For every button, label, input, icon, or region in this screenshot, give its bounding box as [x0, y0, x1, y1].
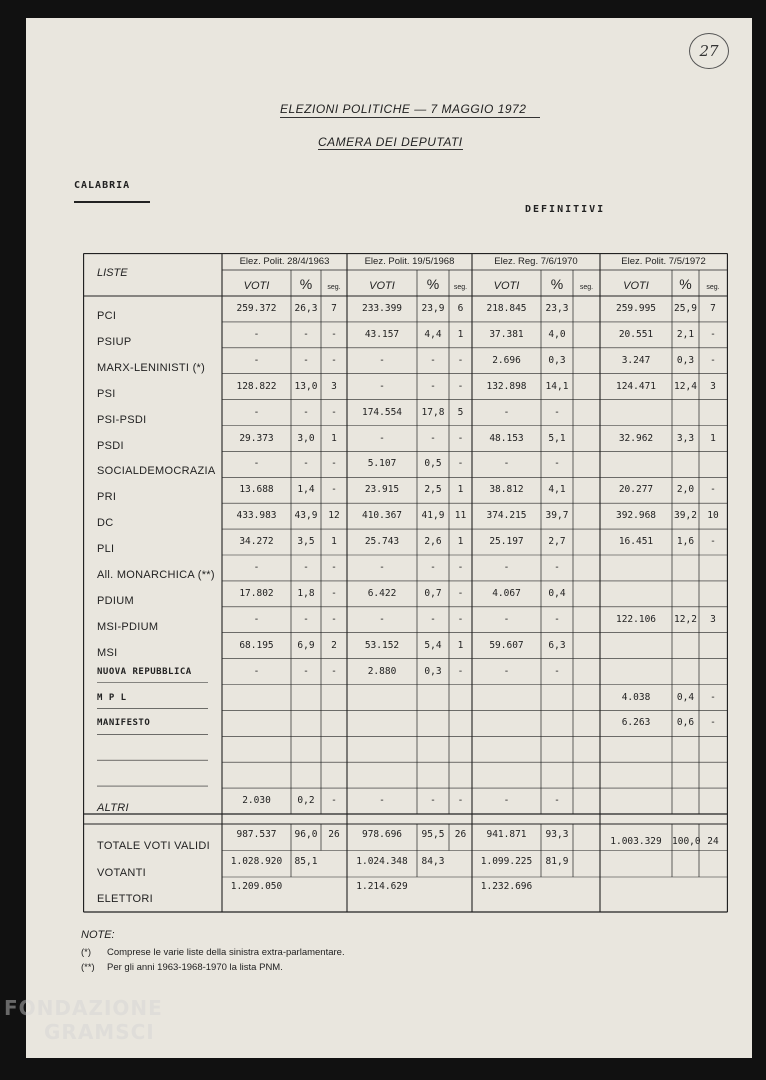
row-label: All. MONARCHICA (**)	[97, 569, 215, 581]
pct-cell: -	[554, 458, 560, 470]
pct-cell: 26,3	[294, 303, 318, 314]
voti-cell: 174.554	[361, 406, 403, 418]
seg-cell: -	[331, 328, 337, 340]
votanti-cell: 1.099.225	[480, 855, 533, 867]
voti-cell: 5.107	[367, 458, 397, 470]
election-header: Elez. Polit. 28/4/1963	[239, 256, 330, 267]
pct-cell: 23,9	[421, 303, 445, 314]
pct-cell: 2,5	[424, 484, 442, 496]
pct-header: %	[299, 276, 313, 292]
row-label: PLI	[97, 543, 115, 556]
seg-cell: 1	[331, 536, 337, 548]
pct-cell: 17,8	[421, 406, 445, 418]
totale-pct-cell: 95,5	[421, 829, 445, 840]
voti-header: VOTI	[493, 280, 520, 292]
voti-cell: 132.898	[486, 380, 527, 392]
seg-cell: 7	[331, 303, 337, 314]
voti-cell: -	[503, 406, 510, 418]
pct-cell: 25,9	[674, 303, 697, 314]
seg-cell: -	[331, 613, 337, 625]
pct-cell: -	[430, 354, 436, 366]
votanti-pct-cell: 81,9	[545, 855, 569, 867]
voti-cell: -	[379, 432, 385, 444]
pct-cell: 3,0	[297, 432, 315, 444]
pct-cell: 43,9	[294, 510, 318, 522]
row-label: PSIUP	[97, 335, 132, 348]
pct-cell: 2,7	[548, 536, 566, 548]
seg-cell: -	[331, 795, 337, 807]
voti-cell: -	[503, 795, 510, 807]
voti-cell: -	[503, 458, 510, 470]
voti-cell: 128.822	[236, 380, 277, 392]
totale-pct-cell: 93,3	[545, 829, 569, 840]
notes-title: NOTE:	[81, 929, 115, 941]
voti-header: VOTI	[369, 280, 395, 292]
voti-cell: -	[253, 328, 260, 340]
pct-header: %	[426, 276, 440, 292]
votanti-cell: 1.024.348	[356, 855, 408, 867]
elettori-cell: 1.209.050	[230, 881, 283, 892]
seg-cell: -	[457, 432, 464, 444]
pct-cell: 2,6	[424, 536, 442, 548]
voti-cell: 218.845	[486, 303, 527, 314]
pct-cell: 0,7	[424, 587, 442, 599]
row-label: MARX-LENINISTI (*)	[97, 361, 206, 374]
voti-cell: 68.195	[239, 639, 274, 651]
pct-cell: 3,3	[676, 432, 695, 444]
seg-cell: 7	[710, 303, 716, 314]
votanti-cell: 1.028.920	[230, 855, 283, 867]
seg-cell: -	[710, 536, 716, 548]
seg-cell: 6	[457, 303, 464, 314]
pct-cell: -	[554, 795, 560, 807]
seg-header: seg.	[579, 284, 594, 291]
voti-cell: -	[253, 613, 260, 625]
row-label: PSDI	[97, 439, 124, 452]
pct-cell: 39,7	[545, 510, 569, 522]
row-label: PSI	[97, 387, 116, 400]
seg-cell: 3	[710, 613, 716, 625]
row-label: SOCIALDEMOCRAZIA	[97, 465, 216, 478]
voti-cell: 25.743	[364, 536, 400, 548]
voti-cell: 259.995	[615, 303, 657, 314]
document-subtitle: CAMERA DEI DEPUTATI	[318, 135, 463, 149]
voti-cell: 23.915	[364, 484, 400, 496]
voti-header: VOTI	[623, 280, 649, 292]
voti-cell: 374.215	[486, 510, 527, 522]
voti-cell: 32.962	[618, 432, 654, 444]
voti-cell: 29.373	[239, 432, 274, 444]
seg-cell: 2	[331, 639, 337, 651]
row-label: MANIFESTO	[97, 718, 151, 729]
seg-cell: 1	[457, 536, 464, 548]
seg-cell: -	[457, 458, 464, 470]
pct-cell: 4,4	[424, 328, 442, 340]
voti-cell: 43.157	[364, 328, 400, 340]
seg-cell: -	[457, 795, 464, 807]
seg-cell: -	[331, 587, 337, 599]
election-header: Elez. Polit. 19/5/1968	[364, 256, 455, 267]
pct-cell: 3,5	[297, 536, 315, 548]
seg-cell: -	[710, 354, 716, 366]
pct-cell: 5,4	[424, 639, 442, 651]
elettori-cell: 1.214.629	[356, 881, 408, 892]
voti-cell: 13.688	[239, 484, 274, 496]
election-header: Elez. Polit. 7/5/1972	[621, 256, 706, 267]
seg-cell: 12	[328, 510, 340, 522]
pct-header: %	[550, 276, 564, 292]
voti-cell: 34.272	[239, 536, 274, 548]
voti-cell: 2.030	[242, 795, 271, 807]
watermark-line2: GRAMSCI	[44, 1020, 155, 1044]
results-table	[83, 253, 728, 913]
liste-header: LISTE	[97, 267, 128, 279]
voti-cell: 2.880	[367, 665, 397, 677]
seg-cell: -	[710, 691, 716, 703]
voti-cell: -	[253, 406, 260, 418]
voti-cell: 233.399	[361, 303, 403, 314]
pct-cell: -	[303, 458, 309, 470]
pct-cell: 6,3	[548, 639, 566, 651]
row-label: NUOVA REPUBBLICA	[97, 666, 192, 677]
pct-cell: 39,2	[674, 510, 697, 522]
voti-cell: 410.367	[361, 510, 403, 522]
row-label: PRI	[97, 491, 117, 504]
voti-cell: 433.983	[236, 510, 277, 522]
pct-cell: 4,0	[548, 328, 566, 340]
voti-cell: -	[379, 380, 385, 392]
pct-cell: -	[430, 380, 436, 392]
voti-header: VOTI	[243, 280, 270, 292]
pct-cell: -	[303, 613, 309, 625]
seg-cell: -	[710, 328, 716, 340]
voti-cell: 392.968	[615, 510, 657, 522]
voti-cell: 6.263	[621, 717, 651, 729]
row-label: PSI-PSDI	[97, 413, 147, 426]
pct-cell: 5,1	[548, 432, 566, 444]
seg-cell: -	[457, 562, 464, 573]
pct-cell: -	[303, 562, 309, 573]
pct-cell: -	[430, 795, 436, 807]
pct-cell: 12,4	[674, 380, 697, 392]
seg-cell: -	[457, 380, 464, 392]
voti-cell: 259.372	[236, 303, 277, 314]
pct-cell: 13,0	[294, 380, 318, 392]
pct-cell: 0,5	[424, 458, 442, 470]
totals-label: TOTALE VOTI VALIDI	[97, 840, 210, 852]
totale-pct-cell: 100,0	[672, 836, 701, 847]
pct-cell: 12,2	[674, 613, 697, 625]
row-label: PDIUM	[97, 594, 134, 607]
voti-cell: -	[503, 665, 510, 677]
voti-cell: 20.277	[618, 484, 654, 496]
voti-cell: 2.696	[492, 354, 521, 366]
voti-cell: 3.247	[621, 354, 651, 366]
pct-cell: -	[303, 406, 309, 418]
voti-cell: 4.038	[621, 691, 651, 703]
pct-cell: -	[303, 354, 309, 366]
seg-cell: -	[710, 717, 716, 729]
seg-cell: 10	[707, 510, 719, 522]
seg-cell: -	[710, 484, 716, 496]
voti-cell: 122.106	[615, 613, 657, 625]
note-item	[81, 962, 283, 973]
seg-cell: -	[331, 665, 337, 677]
pct-cell: 0,3	[548, 354, 566, 366]
seg-header: seg.	[453, 284, 468, 291]
document-title: ELEZIONI POLITICHE — 7 MAGGIO 1972	[280, 102, 540, 118]
pct-cell: -	[430, 432, 436, 444]
pct-cell: 1,6	[676, 536, 695, 548]
row-label: ALTRI	[97, 802, 129, 815]
pct-cell: 23,3	[545, 303, 569, 314]
seg-cell: 1	[457, 639, 464, 651]
seg-header: seg.	[327, 284, 341, 291]
voti-cell: 124.471	[615, 380, 657, 392]
voti-cell: -	[379, 795, 385, 807]
voti-cell: -	[503, 562, 510, 573]
pct-cell: 0,4	[548, 587, 566, 599]
votanti-pct-cell: 84,3	[421, 855, 445, 867]
seg-cell: 5	[457, 406, 464, 418]
pct-cell: -	[554, 665, 560, 677]
voti-cell: 53.152	[364, 639, 400, 651]
row-label: PCI	[97, 310, 117, 322]
note-mark: (**)	[81, 962, 95, 973]
voti-cell: -	[253, 562, 260, 573]
pct-header: %	[679, 276, 692, 292]
seg-cell: -	[457, 587, 464, 599]
note-text: Comprese le varie liste della sinistra extra-parlamentare.	[107, 947, 345, 958]
seg-cell: 11	[454, 510, 467, 522]
pct-cell: 1,4	[297, 484, 315, 496]
seg-cell: -	[457, 613, 464, 625]
voti-cell: 37.381	[489, 328, 524, 340]
pct-cell: -	[554, 613, 560, 625]
pct-cell: 0,3	[424, 665, 442, 677]
seg-cell: 3	[331, 380, 337, 392]
pct-cell: 6,9	[297, 639, 315, 651]
definitivi-stamp: DEFINITIVI	[525, 204, 606, 215]
pct-cell: 4,1	[548, 484, 566, 496]
seg-header: seg.	[706, 284, 720, 291]
row-label: MSI-PDIUM	[97, 620, 159, 633]
voti-cell: 17.802	[239, 587, 274, 599]
voti-cell: -	[379, 354, 385, 366]
pct-cell: -	[554, 562, 560, 573]
note-mark: (*)	[81, 947, 92, 958]
pct-cell: 0,3	[676, 354, 695, 366]
totale-voti-cell: 1.003.329	[610, 836, 662, 847]
pct-cell: 0,2	[297, 795, 315, 807]
pct-cell: 14,1	[545, 380, 569, 392]
pct-cell: 0,6	[676, 717, 695, 729]
votanti-pct-cell: 85,1	[294, 855, 318, 867]
row-label: MSI	[97, 646, 118, 659]
election-header: Elez. Reg. 7/6/1970	[494, 256, 578, 267]
seg-cell: 3	[710, 380, 716, 392]
seg-cell: 1	[331, 432, 337, 444]
totale-voti-cell: 978.696	[361, 829, 403, 840]
pct-cell: 41,9	[421, 510, 445, 522]
voti-cell: -	[253, 458, 260, 470]
watermark-line1: FONDAZIONE	[4, 996, 163, 1020]
seg-cell: -	[331, 406, 337, 418]
row-label: M P L	[97, 692, 127, 703]
voti-cell: 4.067	[492, 587, 521, 599]
totale-seg-cell: 24	[707, 836, 719, 847]
voti-cell: 59.607	[489, 639, 524, 651]
seg-cell: 1	[457, 328, 464, 340]
voti-cell: 6.422	[367, 587, 397, 599]
totale-seg-cell: 26	[328, 829, 340, 840]
voti-cell: 38.812	[489, 484, 524, 496]
voti-cell: 25.197	[489, 536, 524, 548]
seg-cell: -	[331, 562, 337, 573]
voti-cell: -	[503, 613, 510, 625]
region-heading: CALABRIA	[74, 180, 150, 203]
pct-cell: -	[554, 406, 560, 418]
seg-cell: -	[331, 354, 337, 366]
note-item	[81, 947, 345, 958]
totals-label: ELETTORI	[97, 893, 153, 905]
pct-cell: 2,0	[676, 484, 695, 496]
seg-cell: -	[331, 458, 337, 470]
pct-cell: -	[430, 613, 436, 625]
pct-cell: 2,1	[676, 328, 695, 340]
pct-cell: -	[303, 665, 309, 677]
row-label: DC	[97, 517, 114, 530]
voti-cell: -	[253, 354, 260, 366]
seg-cell: -	[457, 354, 464, 366]
seg-cell: 1	[710, 432, 716, 444]
totale-voti-cell: 987.537	[236, 829, 277, 840]
seg-cell: 1	[457, 484, 464, 496]
totale-seg-cell: 26	[454, 829, 467, 840]
pct-cell: 1,8	[297, 587, 315, 599]
voti-cell: -	[379, 613, 385, 625]
totale-voti-cell: 941.871	[486, 829, 527, 840]
voti-cell: 48.153	[489, 432, 524, 444]
seg-cell: -	[457, 665, 464, 677]
pct-cell: -	[430, 562, 436, 573]
page-number: 27	[689, 33, 729, 69]
watermark-logo	[4, 996, 194, 1044]
totals-label: VOTANTI	[97, 866, 146, 879]
note-text: Per gli anni 1963-1968-1970 la lista PNM.	[107, 962, 283, 973]
voti-cell: 16.451	[618, 536, 654, 548]
voti-cell: -	[253, 665, 260, 677]
pct-cell: -	[303, 328, 309, 340]
voti-cell: -	[379, 562, 385, 573]
voti-cell: 20.551	[618, 328, 654, 340]
seg-cell: -	[331, 484, 337, 496]
pct-cell: 0,4	[676, 691, 695, 703]
totale-pct-cell: 96,0	[294, 829, 318, 840]
elettori-cell: 1.232.696	[480, 881, 533, 892]
